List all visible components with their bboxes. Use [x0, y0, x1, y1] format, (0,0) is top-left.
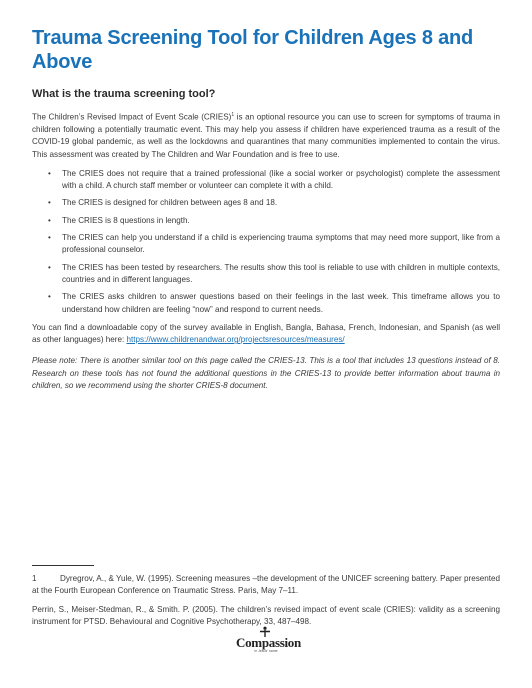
bullet-item — [32, 168, 500, 193]
bullet-list — [32, 168, 500, 316]
section-heading: What is the trauma screening tool? — [32, 88, 216, 100]
compassion-logo — [236, 635, 301, 662]
footnote-text: Perrin, S., Meiser-Stedman, R., & Smith. P. (2005). The children’s revised impact of event scale (CRIES): validity as a screening instrument for PTSD. Behavioural and Cognitive Psychotherapy, 33, 487–498. — [32, 604, 500, 626]
intro-text-start: The Children’s Revised Impact of Event Scale (CRIES) — [32, 112, 232, 122]
download-text: You can find a downloadable copy of the survey available in English, Bangla, Bahasa, French, Indonesian, and Spanish (as well as other languages) here: — [32, 322, 500, 345]
bullet-text: The CRIES does not require that a trained professional (like a social worker or psychologist) complete the assessment with a child. A church staff member or volunteer can complete it with a child. — [62, 168, 500, 191]
bullet-icon: • — [48, 168, 51, 178]
download-paragraph — [32, 322, 500, 347]
survey-link[interactable]: https://www.childrenandwar.org/projectsresources/measures/ — [126, 335, 345, 345]
footnote-number: 1 — [32, 574, 37, 583]
document-body — [32, 26, 500, 392]
bullet-icon: • — [48, 198, 51, 208]
bullet-icon: • — [48, 215, 51, 225]
bullet-item — [32, 215, 500, 227]
footnotes — [32, 565, 500, 634]
bullet-item — [32, 262, 500, 287]
bullet-icon: • — [48, 233, 51, 243]
footnote-divider — [32, 565, 94, 566]
bullet-text: The CRIES can help you understand if a child is experiencing trauma symptoms that may need more support, like from a professional counselor. — [62, 233, 500, 255]
cross-figure-icon — [258, 626, 272, 638]
bullet-text: The CRIES has been tested by researchers. The results show this tool is reliable to use with children in multiple contexts, countries and in different languages. — [62, 262, 500, 284]
page-title: Trauma Screening Tool for Children Ages 8 and Above — [32, 27, 474, 73]
logo-wordmark: Compassion — [236, 635, 301, 650]
bullet-item — [32, 197, 500, 209]
bullet-item — [32, 232, 500, 257]
bullet-text: The CRIES asks children to answer questions based on their feelings in the last week. This timeframe allows you to understand how children are feeling “now” and respond to current needs. — [62, 292, 500, 314]
footnote-1 — [32, 573, 500, 598]
footnote-text: Dyregrov, A., & Yule, W. (1995). Screening measures –the development of the UNICEF screening battery. Paper presented at the Fourth European Conference on Traumatic Stress. Paris, May 7–11. — [32, 574, 500, 596]
footnote-2 — [32, 604, 500, 629]
bullet-text: The CRIES is 8 questions in length. — [62, 215, 190, 225]
intro-text-end: is an optional resource you can use to screen for symptoms of trauma in children following a potentially traumatic event. This may help you assess if children have experienced trauma as a result of the COVID-19 global pandemic, as well as the lockdowns and quarantines that many communities implemented to contain the virus. This assessment was created by The Children and War Foundation and is free to use. — [32, 112, 500, 159]
bullet-item — [32, 291, 500, 316]
intro-paragraph — [32, 109, 500, 161]
bullet-icon: • — [48, 262, 51, 272]
footnote-reference: 1 — [231, 112, 235, 118]
bullet-icon: • — [48, 292, 51, 302]
bullet-text: The CRIES is designed for children between ages 8 and 18. — [62, 198, 278, 208]
logo-tagline: in Jesus' name — [254, 649, 278, 653]
note-paragraph: Please note: There is another similar tool on this page called the CRIES-13. This is a tool that includes 13 questions instead of 8. Research on these tools has not found the additional questions in the CRIES-13 to provide better information about trauma in children, so we recommend using the shorter CRIES-8 document. — [32, 356, 500, 391]
